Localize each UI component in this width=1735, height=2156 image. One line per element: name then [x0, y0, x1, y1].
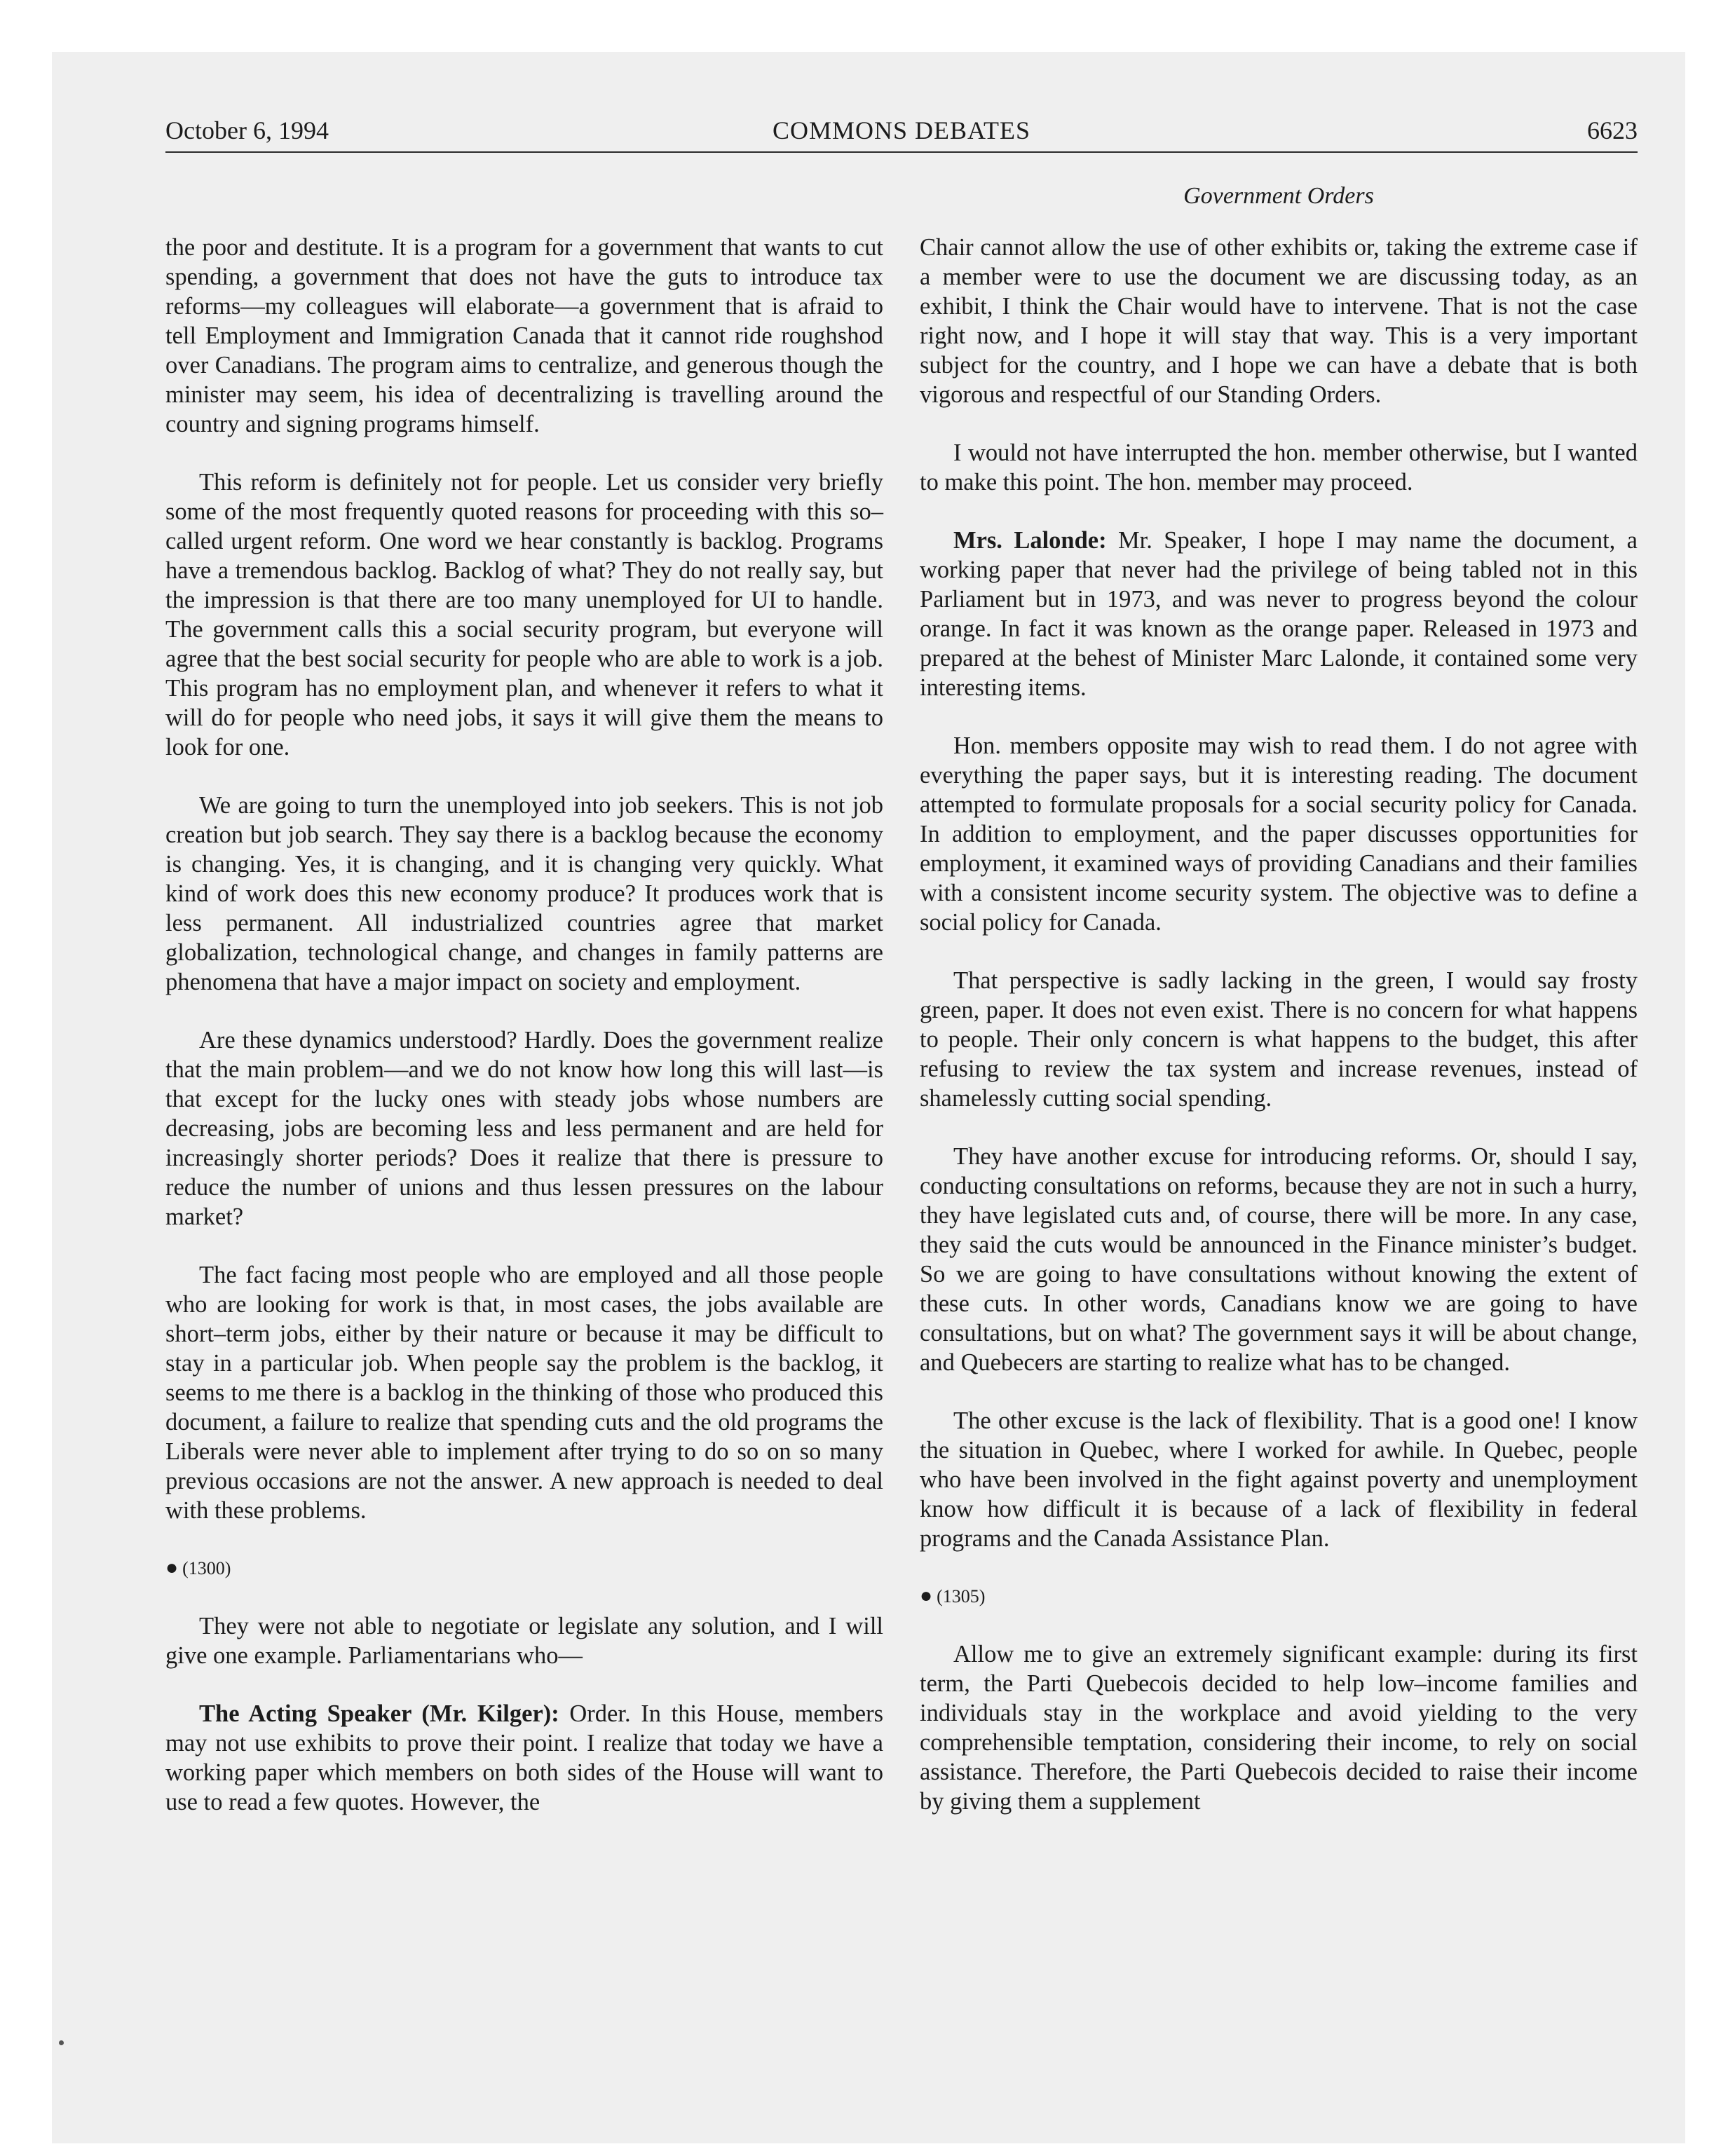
paragraph: This reform is definitely not for people. Let us consider very briefly some of the most frequently quoted reasons for proceeding with this so–called urgent reform. One word we hear constantly is backlog. Programs have a tremendous backlog. Backlog of what? They do not really say, but the impression is that there are too many unemployed for UI to handle. The government calls this a social security program, but everyone will agree that the best social security for people who are able to work is a job. This program has no employment plan, and whenever it refers to what it will do for people who need jobs, it says it will give them the means to look for one.	[165, 469, 883, 760]
paragraph: Are these dynamics understood? Hardly. Does the government realize that the main problem—and we do not know how long this will last—is that except for the lucky ones with steady jobs whose numbers are decreasing, jobs are becoming less and less permanent and are held for increasingly shorter periods? Does it realize that there is pressure to reduce the number of unions and thus lessen pressures on the labour market?	[165, 1027, 883, 1230]
speaker-text: Mr. Speaker, I hope I may name the document, a working paper that never had the privilege of being tabled not in this Parliament but in 1973, and was never to progress beyond the colour orange. In fact it was known as the orange paper. Released in 1973 and prepared at the behest of Minister Marc Lalonde, it contained some very interesting items.	[920, 527, 1638, 701]
speaker-paragraph	[920, 526, 1638, 702]
paragraph: Hon. members opposite may wish to read them. I do not agree with everything the paper says, but it is interesting reading. The document attempted to formulate proposals for a social security policy for Canada. In addition to employment, and the paper discusses opportunities for employment, it examined ways of providing Canadians and their families with a consistent income security system. The objective was to define a social policy for Canada.	[920, 732, 1638, 936]
hansard-page	[165, 112, 1638, 2075]
paragraph: They have another excuse for introducing reforms. Or, should I say, conducting consultations on reforms, because they are not in such a hurry, they have legislated cuts and, of course, there will be more. In any case, they said the cuts would be announced in the Finance minister’s budget. So we are going to have consultations without knowing the extent of these cuts. In other words, Canadians know we are going to have consultations, but on what? The government says it will be about change, and Quebecers are starting to realize what has to be changed.	[920, 1143, 1638, 1376]
paragraph: The other excuse is the lack of flexibility. That is a good one! I know the situation in Quebec, where I worked for awhile. In Quebec, people who have been involved in the fight against poverty and unemployment know how difficult it is because of a lack of flexibility in federal programs and the Canada Assistance Plan.	[920, 1407, 1638, 1552]
paragraph: Allow me to give an extremely significant example: during its first term, the Parti Quebecois decided to help low–income families and individuals stay in the workplace and avoid yielding to the very comprehensible temptation, considering their income, to rely on social assistance. Therefore, the Parti Quebecois decided to raise their income by giving them a supplement	[920, 1641, 1638, 1815]
bullet-icon: ●	[920, 1584, 933, 1607]
right-column	[920, 233, 1638, 1845]
time-marker-label: (1300)	[182, 1558, 231, 1578]
paragraph: the poor and destitute. It is a program for a government that wants to cut spending, a government that does not have the guts to introduce tax reforms—my colleagues will elaborate—a government that is afraid to tell Employment and Immigration Canada that it cannot ride roughshod over Canadians. The program aims to centralize, and generous though the minister may seem, his idea of decentralizing is travelling around the country and signing programs himself.	[165, 234, 883, 437]
speaker-text: Order. In this House, members may not use exhibits to prove their point. I realize that today we have a working paper which members on both sides of the House will want to use to read a few quotes. However, the	[165, 1700, 883, 1815]
paragraph: The fact facing most people who are employed and all those people who are looking for work is that, in most cases, the jobs available are short–term jobs, either by their nature or because it may be difficult to stay in a particular job. When people say the problem is the backlog, it seems to me there is a backlog in the thinking of those who produced this document, a failure to realize that spending cuts and the old programs the Liberals were never able to implement after trying to do so on so many previous occasions are not the answer. A new approach is needed to deal with these problems.	[165, 1262, 883, 1524]
running-header	[165, 112, 1638, 153]
paragraph: They were not able to negotiate or legislate any solution, and I will give one example. Parliamentarians who—	[165, 1613, 883, 1669]
bullet-icon: ●	[165, 1556, 179, 1579]
time-marker-label: (1305)	[937, 1586, 986, 1606]
paragraph: I would not have interrupted the hon. member otherwise, but I wanted to make this point. The hon. member may proceed.	[920, 439, 1638, 496]
time-marker	[920, 1582, 1638, 1611]
time-marker	[165, 1554, 883, 1583]
left-column	[165, 233, 883, 1845]
header-page-number: 6623	[1587, 116, 1638, 144]
paragraph: That perspective is sadly lacking in the green, I would say frosty green, paper. It does not even exist. There is no concern for what happens to people. Their only concern is what happens to the budget, this after refusing to review the tax system and increase revenues, instead of shamelessly cutting social spending.	[920, 967, 1638, 1112]
speaker-paragraph	[165, 1699, 883, 1817]
speaker-name: The Acting Speaker (Mr. Kilger):	[199, 1700, 559, 1727]
header-date: October 6, 1994	[165, 116, 329, 144]
speaker-name: Mrs. Lalonde:	[953, 527, 1107, 554]
scan-speck	[59, 2040, 64, 2045]
section-heading: Government Orders	[1183, 183, 1374, 209]
header-publication: COMMONS DEBATES	[772, 116, 1031, 144]
paragraph: We are going to turn the unemployed into job seekers. This is not job creation but job search. They say there is a backlog because the economy is changing. Yes, it is changing, and it is changing very quickly. What kind of work does this new economy produce? It produces work that is less permanent. All industrialized countries agree that market globalization, technological change, and changes in family patterns are phenomena that have a major impact on society and employment.	[165, 792, 883, 995]
paragraph: Chair cannot allow the use of other exhibits or, taking the extreme case if a member were to use the document we are discussing today, as an exhibit, I think the Chair would have to intervene. That is not the case right now, and I hope it will stay that way. This is a very important subject for the country, and I hope we can have a debate that is both vigorous and respectful of our Standing Orders.	[920, 234, 1638, 408]
